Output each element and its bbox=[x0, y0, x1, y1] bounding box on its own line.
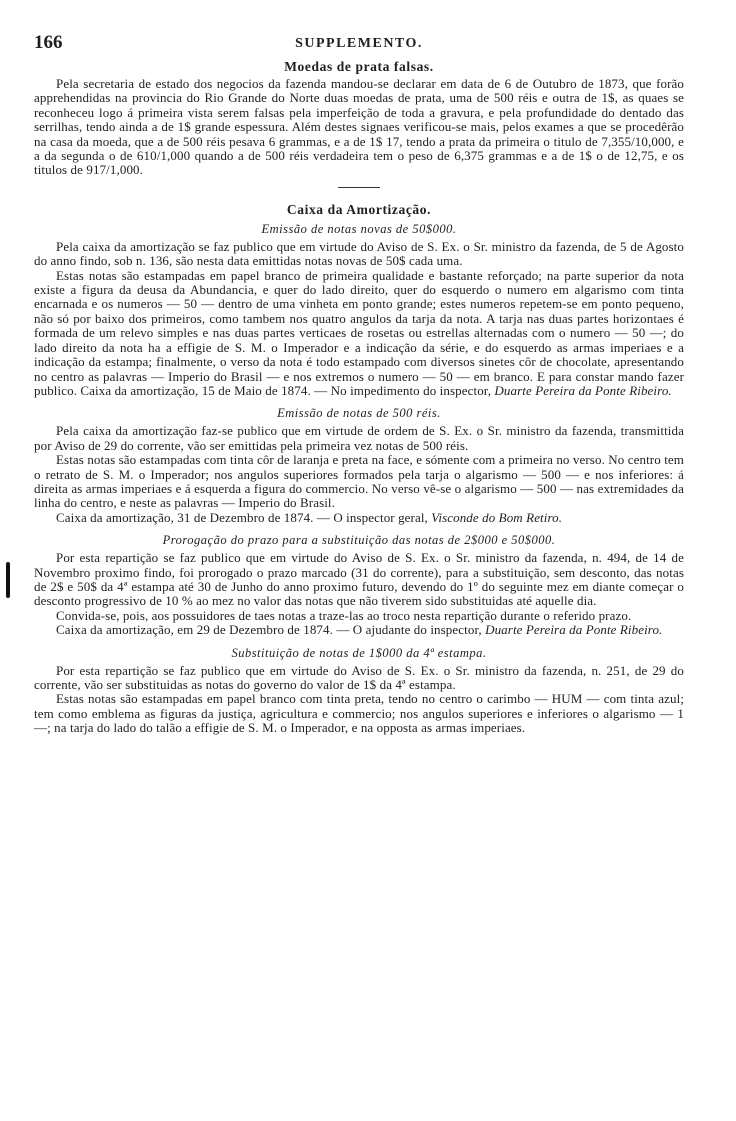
running-head: SUPPLEMENTO. bbox=[295, 36, 423, 51]
signature: Duarte Pereira da Ponte Ribeiro. bbox=[485, 622, 663, 638]
subsection-heading: Emissão de notas novas de 50$000. bbox=[261, 221, 457, 236]
paragraph: Estas notas são estampadas com tinta côr de laranja e preta na face, e sómente com a primeira no verso. No centro tem o retrato de S. M. o Imperador; nos angulos superiores formados pela tarja o algarismo — 500 — e nos inferiores: á direita as armas imperiaes e á esquerda a figura do commercio. No verso vê-se o algarismo — 500 — nas extremidades da linha do centro, e neste as palavras — Imperio do Brasil. bbox=[34, 452, 684, 511]
page-number: 166 bbox=[34, 32, 63, 53]
paragraph-text: Estas notas são estampadas em papel branco de primeira qualidade e bastante reforçado; na parte superior da nota existe a figura da deusa da Abundancia, e quer do lado direito, quer do esquerdo o numero em algarismo com tinta encarnada e os numeros — 50 — dentro de uma vinheta em ponto grande; estes numeros repetem-se em ponto pequeno, não só por baixo dos primeiros, como tambem nos quatro angulos da tarja da nota. A tarja nas duas partes horizontaes é formada de um relevo simples e nas duas partes verticaes de rosetas ou estrellas alternadas com o numero — 50 —; do lado direito da nota ha a effigie de S. M. o Imperador e a indicação da série, e do esquerdo as armas imperiaes e a indicação da estampa; finalmente, o verso da nota é todo estampado com diversos sinetes côr de chocolate, apresentando no centro as palavras — Imperio do Brasil — e nos extremos o numero — 50 — em branco. E para constar mando fazer publico. Caixa da amortização, 15 de Maio de 1874. — No impedimento do inspector, bbox=[34, 267, 684, 398]
paragraph: Pela secretaria de estado dos negocios da fazenda mandou-se declarar em data de 6 de Outubro de 1873, que forão apprehendidas na provincia do Rio Grande do Norte duas moedas de prata, uma de 500 réis e outra de 1$, as quaes se reconheceu logo á primeira vista serem falsas pela imperfeição de toda a gravura, e pela profundidade do dentado das serrilhas, tendo ainda a de 1$ grande espessura. Além destes signaes verificou-se mais, pelos exames a que se procedêrão na casa da moeda, que a de 500 réis pesava 6 grammas, e a de 1$ 17, tendo a prata da primeira o titulo de 7,355/10,000, e a da segunda o de 610/1,000 quando a de 500 réis verdadeira tem o peso de 6,375 grammas e a de 1$ o de 12,75, e os titulos de 917/1,000. bbox=[34, 76, 684, 178]
paragraph: Convida-se, pois, aos possuidores de taes notas a traze-las ao troco nesta repartição durante o referido prazo. bbox=[56, 607, 632, 623]
subsection-heading: Prorogação do prazo para a substituição das notas de 2$000 e 50$000. bbox=[162, 533, 556, 548]
paragraph-text: Caixa da amortização, em 29 de Dezembro de 1874. — O ajudante do inspector, bbox=[56, 622, 482, 638]
page-header bbox=[34, 30, 684, 56]
margin-ink-mark bbox=[6, 562, 10, 598]
paragraph-text: Caixa da amortização, 31 de Dezembro de 1874. — O inspector geral, bbox=[56, 509, 428, 525]
section-title-moedas: Moedas de prata falsas. bbox=[284, 59, 434, 74]
section-divider bbox=[338, 187, 380, 188]
document-page bbox=[34, 30, 684, 736]
paragraph bbox=[34, 511, 684, 525]
subsection-heading: Emissão de notas de 500 réis. bbox=[277, 406, 441, 421]
signature: Duarte Pereira da Ponte Ribeiro. bbox=[494, 382, 672, 398]
paragraph bbox=[34, 623, 684, 637]
paragraph: Pela caixa da amortização faz-se publico que em virtude de ordem de S. Ex. o Sr. ministro da fazenda, transmittida por Aviso de 29 do corrente, vão ser emittidas pela primeira vez notas de 500 réis. bbox=[34, 423, 684, 453]
paragraph: Estas notas são estampadas em papel branco com tinta preta, tendo no centro o carimbo — HUM — com tinta azul; tem como emblema as figuras da justiça, agricultura e commercio; nos angulos superiores e inferiores o algarismo — 1 —; na tarja do lado do talão a effigie de S. M. o Imperador, e na opposta as armas imperiaes. bbox=[34, 691, 684, 736]
paragraph: Por esta repartição se faz publico que em virtude do Aviso de S. Ex. o Sr. ministro da fazenda, n. 494, de 14 de Novembro proximo findo, foi prorogado o prazo marcado (31 do corrente), para a substituição, sem desconto, das notas de 2$ e 50$ da 4ª estampa até 30 de Junho do anno proximo futuro, devendo do 1º do seguinte mez em diante começar o desconto progressivo de 10 % ao mez no valor das notas que não tiverem sido substituidas até aquelle dia. bbox=[34, 550, 684, 609]
signature: Visconde do Bom Retiro. bbox=[431, 509, 563, 525]
paragraph bbox=[34, 269, 684, 399]
section-title-caixa: Caixa da Amortização. bbox=[286, 201, 432, 217]
paragraph: Pela caixa da amortização se faz publico que em virtude do Aviso de S. Ex. o Sr. ministro da fazenda, de 5 de Agosto do anno findo, sob n. 136, são nesta data emittidas notas novas de 50$ cada uma. bbox=[34, 238, 684, 269]
subsection-heading: Substituição de notas de 1$000 da 4ª estampa. bbox=[231, 645, 487, 660]
paragraph: Por esta repartição se faz publico que em virtude do Aviso de S. Ex. o Sr. ministro da fazenda, n. 251, de 29 do corrente, vão ser substituidas as notas do governo do valor de 1$ da 4ª estampa. bbox=[34, 662, 684, 692]
